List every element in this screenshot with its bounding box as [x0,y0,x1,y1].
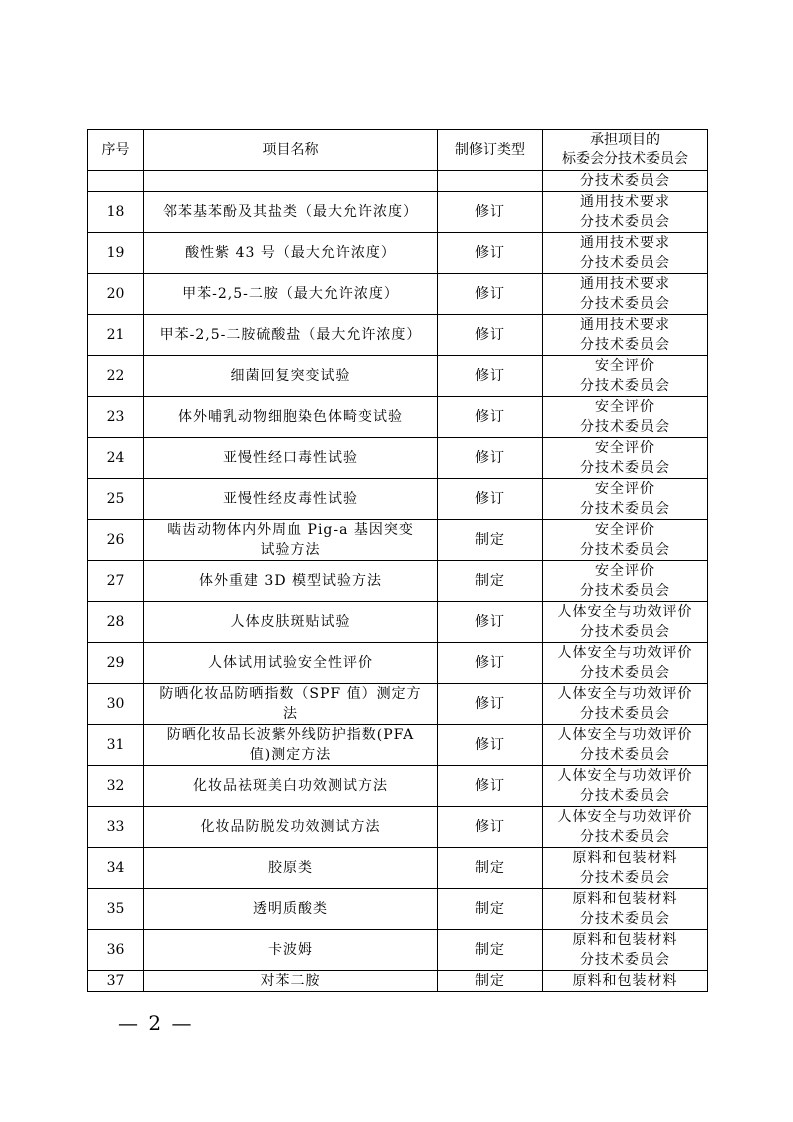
project-name-line: 值)测定方法 [249,747,332,763]
cell-committee [543,684,708,725]
project-name-line: 对苯二胺 [260,972,321,989]
project-name-line: 试验方法 [260,542,321,558]
committee-line: 分技术委员会 [580,460,670,476]
cell-committee [543,356,708,397]
cell-committee [543,561,708,602]
header-project-name: 项目名称 [144,130,438,171]
cell-committee [543,315,708,356]
table-row [88,930,708,971]
committee-line: 人体安全与功效评价 [557,604,693,620]
cell-revision-type: 修订 [438,725,543,766]
cell-serial-no: 30 [88,684,144,725]
cell-committee [543,479,708,520]
committee-line: 安全评价 [595,522,655,538]
table-row [88,520,708,561]
committee-line: 安全评价 [595,563,655,579]
cell-committee [543,848,708,889]
cell-project-name [144,643,438,684]
table-row [88,192,708,233]
project-name-line: 透明质酸类 [253,901,328,917]
cell-serial-no: 18 [88,192,144,233]
cell-serial-no: 37 [88,971,144,992]
table-row [88,479,708,520]
committee-line: 人体安全与功效评价 [557,645,693,661]
table-row [88,274,708,315]
table-row [88,315,708,356]
table-row [88,766,708,807]
cell-committee [543,766,708,807]
table-row [88,233,708,274]
committee-line: 分技术委员会 [580,829,670,845]
cell-revision-type: 修订 [438,356,543,397]
table-row [88,643,708,684]
cell-serial-no: 27 [88,561,144,602]
cell-serial-no: 20 [88,274,144,315]
project-name-line: 亚慢性经皮毒性试验 [223,491,358,507]
committee-line: 分技术委员会 [580,870,670,886]
project-name-line: 化妆品防脱发功效测试方法 [200,819,381,835]
cell-committee: 分技术委员会 [543,171,708,192]
committee-line: 安全评价 [595,399,655,415]
project-name-line: 防晒化妆品防晒指数（SPF 值）测定方 [159,686,422,702]
committee-line: 分技术委员会 [580,911,670,927]
committee-line: 通用技术要求 [580,317,670,333]
cell-revision-type: 修订 [438,274,543,315]
committee-line: 分技术委员会 [580,542,670,558]
table-row-continued [88,171,708,192]
committee-line: 原料和包装材料 [572,932,678,948]
committee-line: 分技术委员会 [580,214,670,230]
cell-project-name [144,725,438,766]
cell-committee [543,930,708,971]
committee-line: 原料和包装材料 [572,850,678,866]
cell-project-name [144,971,438,992]
table-row [88,807,708,848]
cell-project-name [144,274,438,315]
cell-serial-no: 34 [88,848,144,889]
committee-line: 分技术委员会 [580,583,670,599]
cell-revision-type: 制定 [438,930,543,971]
committee-line: 分技术委员会 [580,378,670,394]
cell-project-name [144,479,438,520]
table-row [88,438,708,479]
committee-line: 通用技术要求 [580,194,670,210]
header-committee-line2: 标委会分技术委员会 [562,151,688,167]
cell-project-name [144,520,438,561]
cell-revision-type: 修订 [438,643,543,684]
committee-line: 通用技术要求 [580,235,670,251]
table-header-row [88,130,708,171]
cell-revision-type: 制定 [438,848,543,889]
cell-committee [543,602,708,643]
table-row [88,725,708,766]
cell-committee [543,397,708,438]
cell-serial-no: 21 [88,315,144,356]
cell-revision-type: 修订 [438,233,543,274]
cell-committee [543,520,708,561]
cell-revision-type: 制定 [438,971,543,992]
committee-line: 人体安全与功效评价 [557,809,693,825]
table-row [88,602,708,643]
cell-project-name [144,233,438,274]
table-row [88,561,708,602]
cell-project-name [144,602,438,643]
committee-line: 分技术委员会 [580,624,670,640]
cell-project-name [144,315,438,356]
cell-revision-type: 修订 [438,684,543,725]
cell-committee [543,889,708,930]
cell-revision-type [438,171,543,192]
cell-revision-type: 修订 [438,192,543,233]
committee-line: 通用技术要求 [580,276,670,292]
cell-project-name [144,766,438,807]
cell-revision-type: 修订 [438,766,543,807]
cell-serial-no: 35 [88,889,144,930]
committee-line: 分技术委员会 [580,419,670,435]
project-name-line: 啮齿动物体内外周血 Pig-a 基因突变 [167,522,414,538]
cell-serial-no: 19 [88,233,144,274]
committee-line: 人体安全与功效评价 [557,768,693,784]
table-row [88,848,708,889]
cell-project-name [144,684,438,725]
table-row [88,356,708,397]
cell-revision-type: 制定 [438,520,543,561]
cell-revision-type: 修订 [438,807,543,848]
committee-line: 安全评价 [595,481,655,497]
cell-serial-no: 31 [88,725,144,766]
project-name-line: 邻苯基苯酚及其盐类（最大允许浓度） [163,204,418,220]
project-name-line: 人体试用试验安全性评价 [208,655,373,671]
committee-line: 原料和包装材料 [572,972,678,989]
header-committee [543,130,708,171]
project-name-line: 甲苯-2,5-二胺硫酸盐（最大允许浓度） [159,327,422,343]
cell-committee [543,192,708,233]
cell-revision-type: 制定 [438,561,543,602]
committee-line: 原料和包装材料 [572,891,678,907]
cell-serial-no: 25 [88,479,144,520]
committee-line: 安全评价 [595,440,655,456]
project-name-line: 甲苯-2,5-二胺（最大允许浓度） [182,286,399,302]
cell-serial-no: 29 [88,643,144,684]
cell-revision-type: 修订 [438,315,543,356]
cell-project-name [144,356,438,397]
project-name-line: 体外重建 3D 模型试验方法 [198,573,383,589]
project-name-line: 法 [283,706,298,722]
committee-line: 分技术委员会 [580,788,670,804]
project-name-line: 细菌回复突变试验 [230,368,351,384]
project-name-line: 卡波姆 [268,942,313,958]
committee-line: 分技术委员会 [580,747,670,763]
cell-committee [543,233,708,274]
cell-project-name [144,192,438,233]
cell-revision-type: 修订 [438,479,543,520]
committee-line: 分技术委员会 [580,952,670,968]
committee-line: 人体安全与功效评价 [557,727,693,743]
table-row [88,397,708,438]
project-name-line: 胶原类 [268,860,313,876]
committee-line: 分技术委员会 [580,501,670,517]
cell-project-name [144,930,438,971]
cell-revision-type: 修订 [438,397,543,438]
cell-project-name [144,561,438,602]
cell-serial-no: 26 [88,520,144,561]
committee-line: 分技术委员会 [580,296,670,312]
cell-serial-no: 22 [88,356,144,397]
project-name-line: 化妆品祛斑美白功效测试方法 [193,778,388,794]
table-row [88,889,708,930]
committee-line: 安全评价 [595,358,655,374]
cell-committee [543,438,708,479]
table-row [88,684,708,725]
cell-project-name [144,889,438,930]
page-number: — 2 — [118,1011,194,1035]
cell-project-name [144,397,438,438]
project-name-line: 防晒化妆品长波紫外线防护指数(PFA [166,727,415,743]
committee-line: 分技术委员会 [580,706,670,722]
cell-committee [543,725,708,766]
table-row [88,971,708,992]
project-name-line: 亚慢性经口毒性试验 [223,450,358,466]
cell-committee [543,643,708,684]
committee-line: 人体安全与功效评价 [557,686,693,702]
cell-committee [543,971,708,992]
cell-project-name [144,438,438,479]
cell-project-name [144,848,438,889]
cell-serial-no: 28 [88,602,144,643]
cell-serial-no: 24 [88,438,144,479]
project-table-container [87,129,707,992]
header-committee-line1: 承担项目的 [590,132,660,148]
committee-line: 分技术委员会 [580,337,670,353]
project-table [87,129,708,992]
project-name-line: 人体皮肤斑贴试验 [230,614,351,630]
cell-project-name [144,807,438,848]
project-name-line: 体外哺乳动物细胞染色体畸变试验 [178,409,403,425]
cell-committee [543,807,708,848]
cell-serial-no: 23 [88,397,144,438]
cell-revision-type: 修订 [438,438,543,479]
cell-committee [543,274,708,315]
header-revision-type: 制修订类型 [438,130,543,171]
cell-serial-no: 33 [88,807,144,848]
cell-revision-type: 制定 [438,889,543,930]
header-serial-no: 序号 [88,130,144,171]
project-name-line: 酸性紫 43 号（最大允许浓度） [185,245,396,261]
cell-serial-no: 32 [88,766,144,807]
cell-serial-no [88,171,144,192]
cell-project-name [144,171,438,192]
cell-revision-type: 修订 [438,602,543,643]
cell-serial-no: 36 [88,930,144,971]
committee-line: 分技术委员会 [580,665,670,681]
committee-line: 分技术委员会 [580,255,670,271]
